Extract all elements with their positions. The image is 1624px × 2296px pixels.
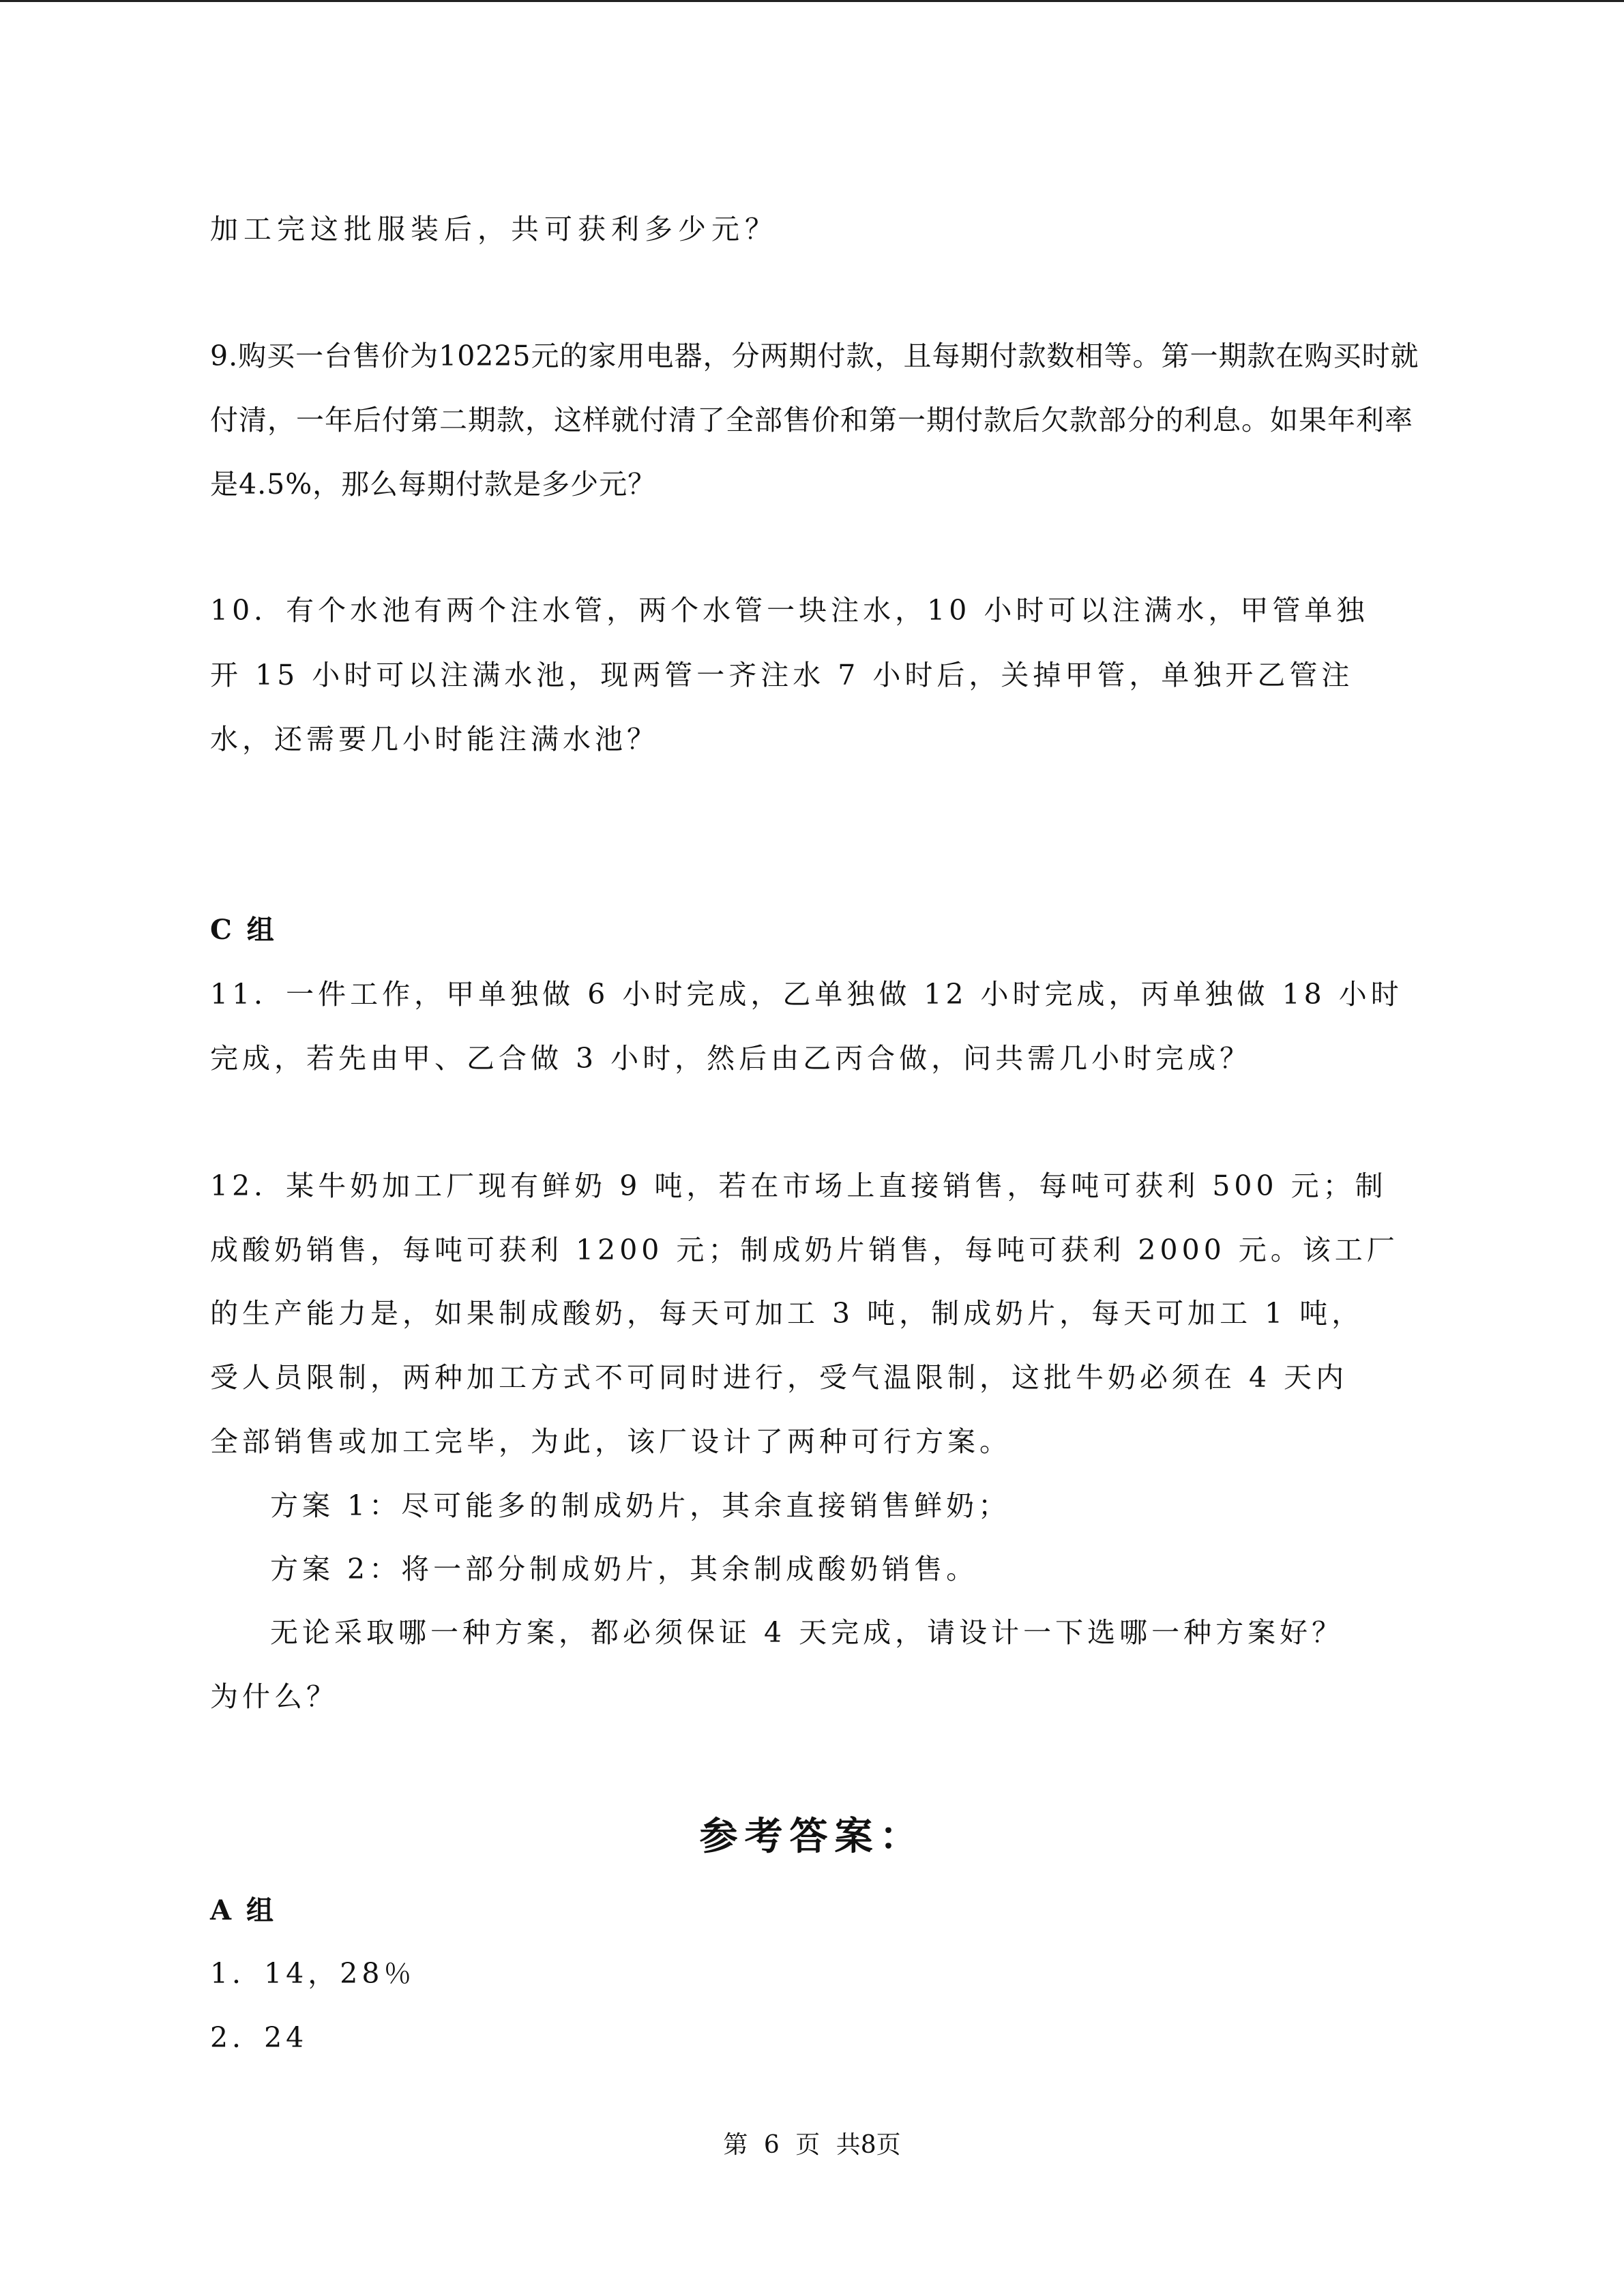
- page-footer: [0, 2129, 1624, 2162]
- answer-1: 1．14，28％: [210, 1957, 416, 1990]
- group-a-heading: A 组: [210, 1894, 276, 1926]
- top-border: [0, 0, 1624, 2]
- footer-total-pages: 共8页: [836, 2131, 901, 2159]
- question-12-line-2: 成酸奶销售，每吨可获利 1200 元；制成奶片销售，每吨可获利 2000 元。该工厂: [210, 1234, 1399, 1266]
- group-c-heading: C 组: [210, 914, 277, 946]
- answer-2: 2．24: [210, 2021, 308, 2054]
- plan-2-text: 方案 2：将一部分制成奶片，其余制成酸奶销售。: [270, 1553, 979, 1585]
- question-9-line-2: 付清，一年后付第二期款，这样就付清了全部售价和第一期付款后欠款部分的利息。如果年利率: [210, 404, 1413, 436]
- answers-title: 参考答案：: [699, 1814, 925, 1859]
- question-10-line-2: 开 15 小时可以注满水池，现两管一齐注水 7 小时后，关掉甲管，单独开乙管注: [210, 659, 1354, 691]
- footer-page-word: 页: [795, 2131, 821, 2159]
- plan-1-text: 方案 1：尽可能多的制成奶片，其余直接销售鲜奶；: [270, 1489, 1011, 1522]
- question-12-line-1: 12．某牛奶加工厂现有鲜奶 9 吨，若在市场上直接销售，每吨可获利 500 元；制: [210, 1169, 1387, 1202]
- question-12-line-5: 全部销售或加工完毕，为此，该厂设计了两种可行方案。: [210, 1425, 1012, 1458]
- question-12-final-line-2: 为什么？: [210, 1680, 338, 1713]
- question-12-line-3: 的生产能力是，如果制成酸奶，每天可加工 3 吨，制成奶片，每天可加工 1 吨，: [210, 1297, 1364, 1330]
- question-11-line-2: 完成，若先由甲、乙合做 3 小时，然后由乙丙合做，问共需几小时完成？: [210, 1042, 1252, 1075]
- question-11-line-1: 11．一件工作，甲单独做 6 小时完成，乙单独做 12 小时完成，丙单独做 18 小时: [210, 978, 1403, 1011]
- question-9-line-3: 是4.5%，那么每期付款是多少元？: [210, 468, 657, 501]
- question-10-line-3: 水，还需要几小时能注满水池？: [210, 723, 659, 756]
- question-12-line-4: 受人员限制，两种加工方式不可同时进行，受气温限制，这批牛奶必须在 4 天内: [210, 1361, 1348, 1394]
- question-9-line-1: 9.购买一台售价为10225元的家用电器，分两期付款，且每期付款数相等。第一期款在购买时就: [210, 340, 1419, 372]
- question-12-final-line-1: 无论采取哪一种方案，都必须保证 4 天完成，请设计一下选哪一种方案好？: [270, 1616, 1344, 1649]
- question-10-line-1: 10．有个水池有两个注水管，两个水管一块注水，10 小时可以注满水，甲管单独: [210, 594, 1369, 627]
- footer-page-number: 6: [763, 2131, 780, 2159]
- continuation-text: 加工完这批服装后，共可获利多少元？: [210, 213, 778, 245]
- footer-prefix: 第: [723, 2131, 748, 2159]
